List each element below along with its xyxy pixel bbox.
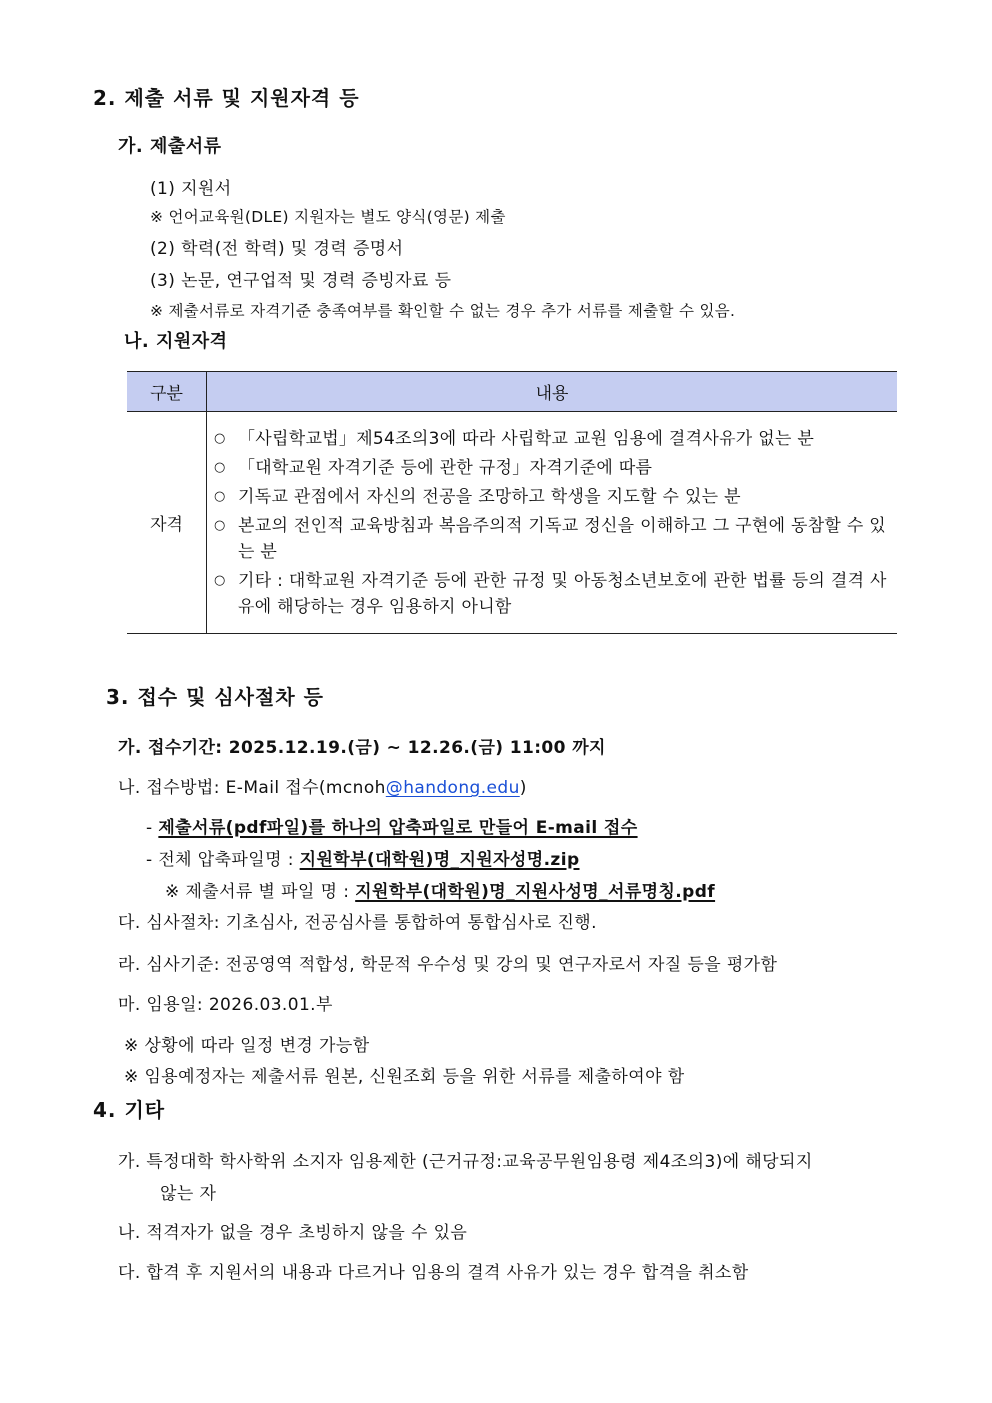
other-item-3: 다. 합격 후 지원서의 내용과 다르거나 임용의 결격 사유가 있는 경우 합격을 취소함	[118, 1263, 749, 1283]
section-2-title: 2. 제출 서류 및 지원자격 등	[93, 86, 360, 110]
method-sub-item-2	[146, 845, 580, 870]
qual-col-category: 구분	[127, 372, 207, 412]
method-close: )	[519, 778, 527, 798]
appointment-date: 마. 임용일: 2026.03.01.부	[118, 995, 333, 1015]
bullet-icon: ○	[214, 431, 226, 446]
bullet-icon: ○	[214, 489, 226, 504]
email-link[interactable]: @handong.edu	[385, 778, 520, 798]
dash-marker: -	[146, 818, 153, 838]
method-sub-item-1	[146, 813, 638, 838]
qual-item-text: 기독교 관점에서 자신의 전공을 조망하고 학생을 지도할 수 있는 분	[238, 487, 741, 507]
qualification-table	[127, 371, 897, 634]
qual-item-text: 기타 : 대학교원 자격기준 등에 관한 규정 및 아동청소년보호에 관한 법률 등의 결격 사유에 해당하는 경우 임용하지 아니함	[238, 571, 887, 617]
bullet-icon: ○	[214, 518, 226, 533]
section-4-title: 4. 기타	[93, 1098, 166, 1122]
file-name-value: 지원학부(대학원)명_지원사성명_서류명칭.pdf	[355, 882, 716, 902]
table-row	[127, 412, 897, 634]
qual-col-content: 내용	[207, 372, 898, 412]
docs-item-application: (1) 지원서	[150, 179, 232, 199]
method-text: 나. 접수방법: E-Mail 접수(mcnoh	[118, 778, 386, 798]
list-item	[213, 513, 889, 565]
docs-item-papers: (3) 논문, 연구업적 및 경력 증빙자료 등	[150, 271, 452, 291]
qual-row-label: 자격	[127, 412, 207, 634]
application-method	[118, 773, 527, 798]
bullet-icon: ○	[214, 573, 226, 588]
other-item-2: 나. 적격자가 없을 경우 초빙하지 않을 수 있음	[118, 1223, 468, 1243]
review-criteria: 라. 심사기준: 전공영역 적합성, 학문적 우수성 및 강의 및 연구자로서 자질 등을 평가함	[118, 955, 778, 975]
review-procedure: 다. 심사절차: 기초심사, 전공심사를 통합하여 통합심사로 진행.	[118, 913, 597, 933]
qual-item-text: 「사립학교법」제54조의3에 따라 사립학교 교원 임용에 결격사유가 없는 분	[238, 429, 815, 449]
other-item-1-cont: 않는 자	[160, 1184, 217, 1204]
list-item	[213, 484, 889, 510]
list-item	[213, 568, 889, 620]
docs-note-dle: ※ 언어교육원(DLE) 지원자는 별도 양식(영문) 제출	[150, 208, 506, 226]
qual-item-text: 본교의 전인적 교육방침과 복음주의적 기독교 정신을 이해하고 그 구현에 동참할 수 있는 분	[238, 516, 887, 562]
list-item	[213, 426, 889, 452]
zip-name-value: 지원학부(대학원)명_지원자성명.zip	[299, 850, 580, 870]
list-item	[213, 455, 889, 481]
application-period: 가. 접수기간: 2025.12.19.(금) ~ 12.26.(금) 11:00 까지	[118, 738, 606, 758]
method-sub-text: 제출서류(pdf파일)를 하나의 압축파일로 만들어 E-mail 접수	[158, 818, 638, 838]
documents-note: ※ 임용예정자는 제출서류 원본, 신원조회 등을 위한 서류를 제출하여야 함	[124, 1067, 685, 1087]
qual-item-text: 「대학교원 자격기준 등에 관한 규정」자격기준에 따름	[238, 458, 653, 478]
zip-name-label: - 전체 압축파일명 :	[146, 850, 300, 870]
qual-heading: 나. 지원자격	[124, 331, 228, 352]
section-3-title: 3. 접수 및 심사절차 등	[106, 685, 324, 709]
schedule-note: ※ 상황에 따라 일정 변경 가능함	[124, 1036, 370, 1056]
docs-note-additional: ※ 제출서류로 자격기준 충족여부를 확인할 수 없는 경우 추가 서류를 제출할 수 있음.	[150, 302, 736, 320]
file-name-label: ※ 제출서류 별 파일 명 :	[165, 882, 356, 902]
bullet-icon: ○	[214, 460, 226, 475]
qual-content-cell	[207, 412, 898, 634]
docs-heading: 가. 제출서류	[118, 136, 222, 157]
method-sub-item-3	[165, 877, 715, 902]
docs-item-education: (2) 학력(전 학력) 및 경력 증명서	[150, 239, 404, 259]
other-item-1: 가. 특정대학 학사학위 소지자 임용제한 (근거규정:교육공무원임용령 제4조의3)에 해당되지	[118, 1152, 813, 1172]
